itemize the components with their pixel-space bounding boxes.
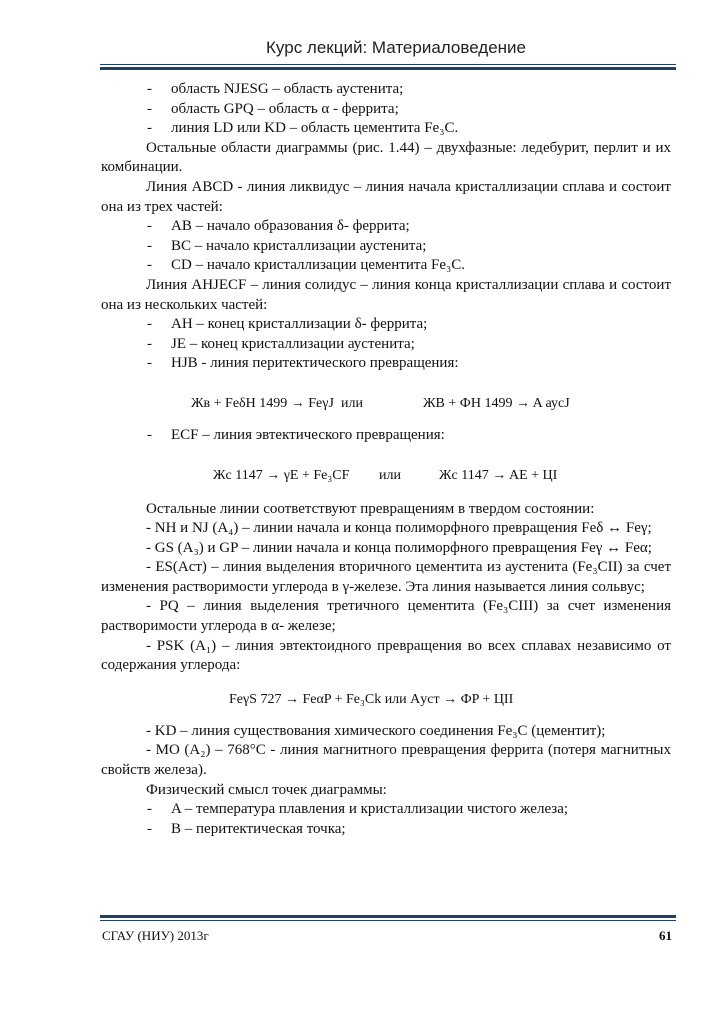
list-item: - область GPQ – область α - феррита; bbox=[147, 100, 399, 117]
paragraph: - MO (A₂) – 768°C - линия магнитного превращения феррита (потеря магнитных свойств железа). bbox=[101, 742, 671, 779]
paragraph: - NH и NJ (A₄) – линии начала и конца полиморфного превращения Feδ ↔ Feγ; bbox=[146, 520, 652, 537]
paragraph: Линия ABCD - линия ликвидус – линия начала кристаллизации сплава и состоит она из трех частей: bbox=[101, 178, 671, 215]
list-item: - HJB - линия перитектического превращения: bbox=[147, 355, 459, 372]
paragraph: Остальные линии соответствуют превращениям в твердом состоянии: bbox=[146, 500, 595, 517]
list-item: - ECF – линия эвтектического превращения: bbox=[147, 426, 445, 443]
list-item: - BC – начало кристаллизации аустенита; bbox=[147, 237, 427, 254]
paragraph: - PSK (A₁) – линия эвтектоидного превращения во всех сплавах независимо от содержания углерода: bbox=[101, 637, 671, 674]
footer-rule bbox=[100, 915, 676, 918]
list-item: - A – температура плавления и кристаллизации чистого железа; bbox=[147, 801, 569, 818]
list-item: - линия LD или KD – область цементита Fe₃C. bbox=[147, 120, 459, 137]
paragraph: Физический смысл точек диаграммы: bbox=[146, 781, 387, 798]
list-item: - AB – начало образования δ- феррита; bbox=[147, 218, 410, 235]
paragraph: - ES(Aст) – линия выделения вторичного цементита из аустенита (Fe₃CII) за счет изменения растворимости углерода в γ-железе. Эта линия называется линия сольвус; bbox=[101, 559, 671, 595]
footer-rule-thin bbox=[100, 920, 676, 921]
list-item: - область NJESG – область аустенита; bbox=[147, 81, 404, 97]
footer-left: СГАУ (НИУ) 2013г bbox=[102, 928, 209, 943]
formula-eutectic: Жc 1147 → γE + Fe₃CF или Жc 1147 → AE + ЦI bbox=[213, 467, 558, 483]
paragraph: - GS (A₃) и GP – линии начала и конца полиморфного превращения Feγ ↔ Feα; bbox=[146, 539, 652, 556]
formula-eutectoid: FeγS 727 → FeαP + Fe₃Ck или Aуст → ФP + ЦII bbox=[229, 691, 514, 707]
paragraph: Линия AHJECF – линия солидус – линия конца кристаллизации сплава и состоит она из нескольких частей: bbox=[101, 276, 671, 313]
header-rule-thin bbox=[100, 64, 676, 65]
list-item: - AH – конец кристаллизации δ- феррита; bbox=[147, 316, 428, 333]
list-item: - CD – начало кристаллизации цементита Fe₃C. bbox=[147, 257, 465, 274]
page-content bbox=[101, 80, 671, 839]
header-rule bbox=[100, 67, 676, 70]
page-number: 61 bbox=[659, 928, 672, 943]
paragraph: Остальные области диаграммы (рис. 1.44) – двухфазные: ледебурит, перлит и их комбинации. bbox=[101, 139, 671, 176]
paragraph: - PQ – линия выделения третичного цементита (Fe₃CIII) за счет изменения растворимости углерода в α- железе; bbox=[101, 598, 671, 635]
list-item: - B – перитектическая точка; bbox=[147, 820, 346, 837]
list-item: - JE – конец кристаллизации аустенита; bbox=[147, 335, 415, 352]
paragraph: - KD – линия существования химического соединения Fe₃C (цементит); bbox=[146, 722, 606, 739]
formula-peritectic: Жв + FeδH 1499 → FeγJ или ЖB + ФH 1499 → A аусJ bbox=[191, 395, 570, 411]
page-header-title: Курс лекций: Материаловедение bbox=[266, 38, 526, 57]
